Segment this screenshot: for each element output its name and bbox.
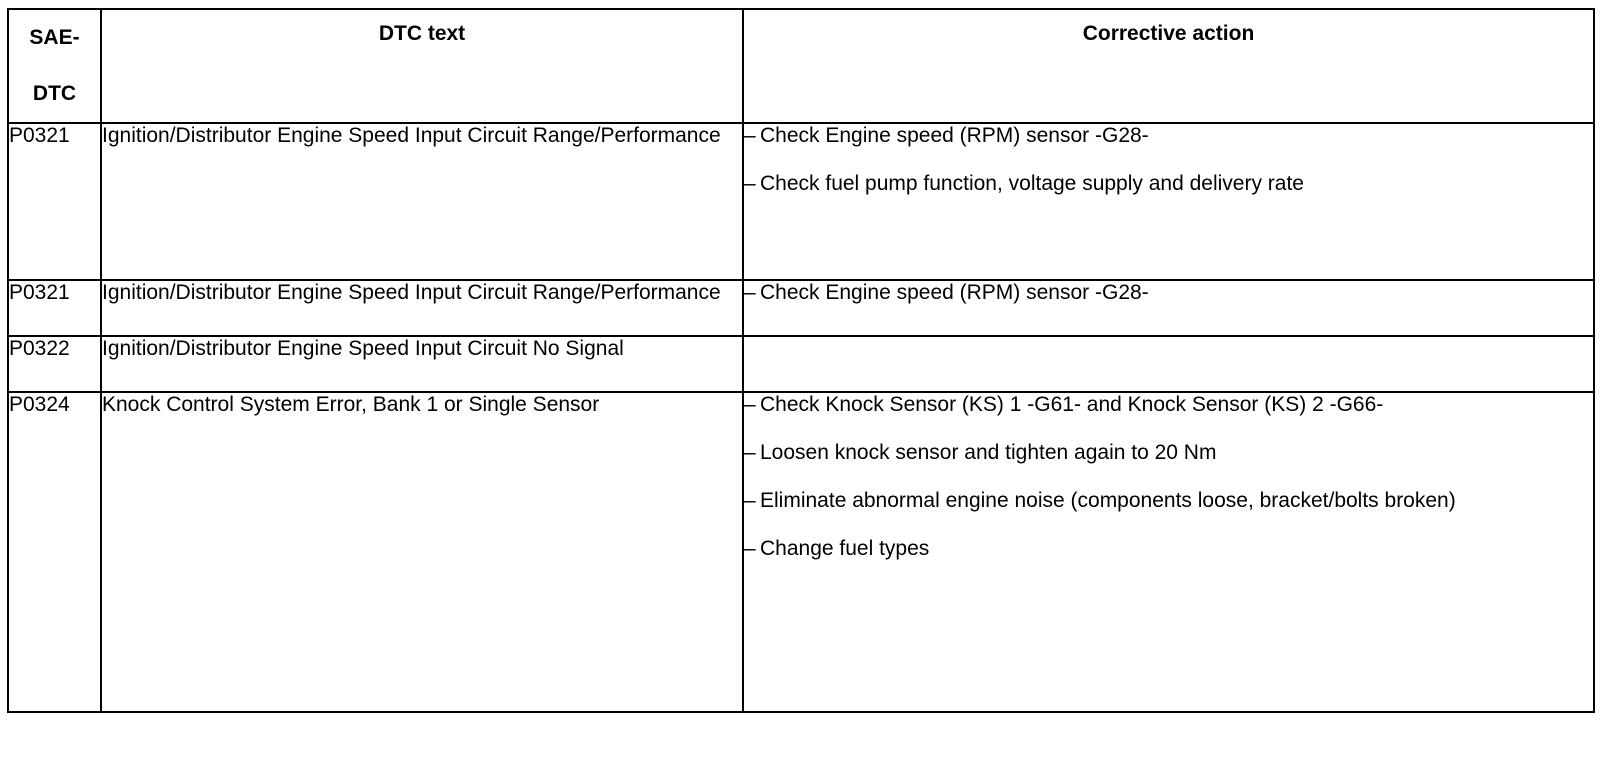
corrective-action-text: Check fuel pump function, voltage supply and delivery rate bbox=[760, 172, 1304, 195]
dtc-code: P0324 bbox=[8, 392, 101, 712]
dash-bullet: – bbox=[744, 281, 756, 304]
dtc-description: Ignition/Distributor Engine Speed Input Circuit No Signal bbox=[101, 336, 743, 392]
dash-bullet: – bbox=[744, 537, 756, 560]
table-row bbox=[8, 336, 1594, 392]
header-sae-dtc-line1: SAE- bbox=[29, 26, 80, 49]
corrective-action-text: Check Knock Sensor (KS) 1 -G61- and Knock Sensor (KS) 2 -G66- bbox=[760, 393, 1384, 416]
corrective-action-item bbox=[744, 281, 1593, 305]
table-row bbox=[8, 392, 1594, 712]
corrective-action-text: Loosen knock sensor and tighten again to 20 Nm bbox=[760, 441, 1217, 464]
corrective-action-text: Change fuel types bbox=[760, 537, 930, 560]
corrective-action-item bbox=[744, 124, 1593, 148]
dtc-description: Ignition/Distributor Engine Speed Input Circuit Range/Performance bbox=[101, 280, 743, 336]
header-row bbox=[8, 9, 1594, 123]
header-sae-dtc bbox=[8, 9, 101, 123]
dash-bullet: – bbox=[744, 489, 756, 512]
corrective-action-item bbox=[744, 172, 1593, 196]
corrective-action-cell bbox=[743, 336, 1594, 392]
header-dtc-text: DTC text bbox=[101, 9, 743, 123]
table-row bbox=[8, 280, 1594, 336]
corrective-action-item bbox=[744, 537, 1593, 561]
corrective-action-item bbox=[744, 489, 1593, 513]
dtc-code: P0321 bbox=[8, 123, 101, 280]
dash-bullet: – bbox=[744, 124, 756, 147]
dash-bullet: – bbox=[744, 172, 756, 195]
dtc-description: Knock Control System Error, Bank 1 or Single Sensor bbox=[101, 392, 743, 712]
dash-bullet: – bbox=[744, 393, 756, 416]
dtc-description: Ignition/Distributor Engine Speed Input Circuit Range/Performance bbox=[101, 123, 743, 280]
corrective-action-text: Check Engine speed (RPM) sensor -G28- bbox=[760, 124, 1149, 147]
header-sae-dtc-line2: DTC bbox=[32, 82, 77, 105]
corrective-action-cell bbox=[743, 123, 1594, 280]
corrective-action-cell bbox=[743, 392, 1594, 712]
table-row bbox=[8, 123, 1594, 280]
dash-bullet: – bbox=[744, 441, 756, 464]
corrective-action-item bbox=[744, 393, 1593, 417]
header-corrective-action: Corrective action bbox=[743, 9, 1594, 123]
corrective-action-cell bbox=[743, 280, 1594, 336]
dtc-table bbox=[7, 8, 1595, 713]
corrective-action-item bbox=[744, 441, 1593, 465]
corrective-action-text: Eliminate abnormal engine noise (components loose, bracket/bolts broken) bbox=[760, 489, 1456, 512]
dtc-code: P0322 bbox=[8, 336, 101, 392]
corrective-action-text: Check Engine speed (RPM) sensor -G28- bbox=[760, 281, 1149, 304]
dtc-code: P0321 bbox=[8, 280, 101, 336]
